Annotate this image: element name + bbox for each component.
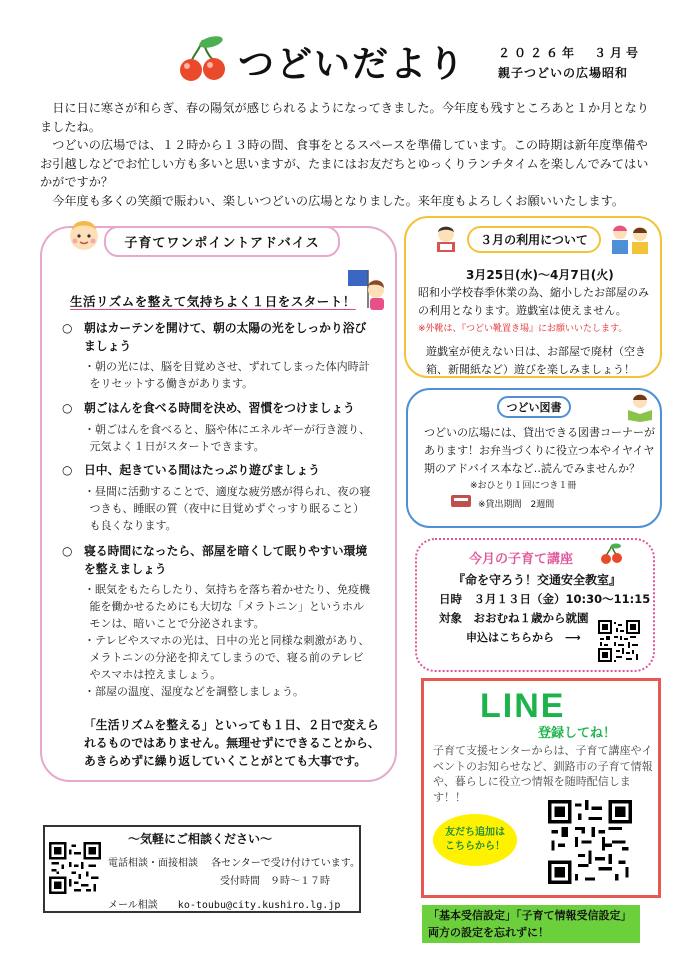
bubble-line: 友だち追加は xyxy=(445,827,505,838)
baby-icon xyxy=(63,214,105,254)
apply-link[interactable]: 申込はこちらから ⟶ xyxy=(466,631,581,644)
advice-header: 子育てワンポイントアドバイス xyxy=(104,226,340,257)
child-with-flag-icon xyxy=(346,268,392,314)
lecture-datetime: 日時 ３月１３日（金）10:30～11:15 xyxy=(439,592,651,606)
bullet-mark: ○ xyxy=(62,463,73,477)
march-play-text: 遊戯室が使えない日は、お部屋で廃材（空き箱、新聞紙など）遊びを楽しみましょう！ xyxy=(426,345,646,376)
march-usage-header: ３月の利用について xyxy=(467,226,601,253)
organization-name: 親子つどいの広場昭和 xyxy=(498,66,629,80)
line-description: 子育て支援センターからは、子育て講座やイベントのお知らせなど、釧路市の子育て情報や、暮らしに役立つ情報を随時配信します！！ xyxy=(433,744,653,804)
advice-heading: 寝る時間になったら、部屋を暗くして眠りやすい環境を整えましょう xyxy=(84,544,368,576)
advice-heading: 朝ごはんを食べる時間を決め、習慣をつけましょう xyxy=(84,401,355,415)
newsletter-title: つどいだより xyxy=(238,44,467,85)
advice-item xyxy=(62,320,372,392)
lecture-qr-code-icon[interactable] xyxy=(598,620,640,662)
library-header: つどい図書 xyxy=(497,396,571,418)
consultation-title: ～気軽にご相談ください～ xyxy=(128,832,273,846)
line-logo: LINE xyxy=(480,687,566,725)
bullet-mark: ○ xyxy=(62,321,73,335)
advice-conclusion: 「生活リズムを整える」といっても１日、２日で変えられるものではありません。無理せずにできることから、あきらめずに繰り返していくことがとても大事です。 xyxy=(84,718,380,768)
settings-line: 両方の設定を忘れずに！ xyxy=(428,926,549,939)
advice-item xyxy=(62,462,372,534)
advice-item xyxy=(62,543,372,700)
advice-heading: 日中、起きている間はたっぷり遊びましょう xyxy=(84,463,320,477)
advice-body: ・部屋の温度、湿度などを調整しましょう。 xyxy=(84,685,304,698)
lending-period-note: ※貸出期間 2週間 xyxy=(478,500,555,510)
children-playing-icon xyxy=(608,222,654,256)
line-register-text: 登録してね！ xyxy=(538,726,617,741)
library-text: つどいの広場には、貸出できる図書コーナーがあります！お弁当づくりに役立つ本やイヤイヤ期のアドバイス本など‥読んでみませんか？ xyxy=(424,426,655,475)
add-friend-bubble[interactable] xyxy=(433,814,517,866)
intro-paragraph: 今年度も多くの笑顔で賑わい、楽しいつどいの広場となりました。来年度もよろしくお願いいたします。 xyxy=(52,193,625,208)
bubble-line: こちらから！ xyxy=(445,841,505,852)
advice-body: ・朝の光には、脳を目覚めさせ、ずれてしまった体内時計をリセットする働きがあります。 xyxy=(84,360,370,390)
advice-body: ・昼間に活動することで、適度な疲労感が得られ、夜の寝つきも、睡眠の質（夜中に目覚めずぐっすり眠ること）も良くなります。 xyxy=(84,484,371,532)
advice-body: ・眠気をもたらしたり、気持ちを落ち着かせたり、免疫機能を働かせるためにも大切な「メラトニン」というホルモンは、暗いことで分泌されます。 xyxy=(84,583,370,630)
bullet-mark: ○ xyxy=(62,401,73,415)
issue-date: ２０２６年 ３月号 xyxy=(498,46,643,60)
cherry-icon xyxy=(600,543,624,565)
consultation-email[interactable]: メール相談 ko-toubu@city.kushiro.lg.jp xyxy=(108,900,341,911)
settings-line: 「基本受信設定」「子育て情報受信設定」 xyxy=(428,909,632,922)
intro-text xyxy=(40,99,652,210)
lecture-name: 『命を守ろう！交通安全教室』 xyxy=(453,573,622,587)
child-reading-icon xyxy=(432,224,460,254)
consultation-hours: 受付時間 ９時～１７時 xyxy=(220,876,330,887)
intro-paragraph: 日に日に寒さが和らぎ、春の陽気が感じられるようになってきました。今年度も残すところあと１か月となりましたね。 xyxy=(40,101,649,134)
line-qr-code-icon[interactable] xyxy=(548,800,632,884)
consultation-qr-code-icon[interactable] xyxy=(49,842,101,894)
march-usage-text: 昭和小学校春季休業の為、縮小したお部屋のみの利用となります。遊戯室は使えません。 xyxy=(418,286,649,317)
shoes-note: ※外靴は、『つどい靴置き場』にお願いいたします。 xyxy=(418,324,628,334)
closure-dates: 3月25日(水)～4月7日(火) xyxy=(466,268,614,282)
advice-subtitle: 生活リズムを整えて気持ちよく１日をスタート！ xyxy=(70,294,356,309)
settings-reminder xyxy=(422,905,640,943)
advice-body: ・テレビやスマホの光は、日中の光と同様な刺激があり、メラトニンの分泌を抑えてしまうので、寝る前のテレビやスマホは控えましょう。 xyxy=(84,634,370,681)
child-reading-book-icon xyxy=(625,392,655,422)
lecture-target: 対象 おおむね１歳から就園 xyxy=(439,611,589,625)
advice-heading: 朝はカーテンを開けて、朝の太陽の光をしっかり浴びましょう xyxy=(84,321,367,353)
advice-body: ・朝ごはんを食べると、脳や体にエネルギーが行き渡り、元気よく１日がスタートできます。 xyxy=(84,422,370,453)
lecture-title: 今月の子育て講座 xyxy=(469,552,574,567)
cherry-icon xyxy=(177,36,229,84)
consultation-method: 電話相談・面接相談 各センターで受け付けています。 xyxy=(108,858,360,869)
book-icon xyxy=(450,494,472,508)
bullet-mark: ○ xyxy=(62,544,73,558)
advice-item xyxy=(62,400,372,455)
lending-limit-note: ※おひとり１回につき１冊 xyxy=(470,481,577,491)
intro-paragraph: つどいの広場では、１２時から１３時の間、食事をとるスペースを準備しています。この時期は新年度準備やお引越しなどでお忙しい方も多いと思いますが、たまにはお友だちとゆっくりランチタイムを楽しんでみてはいかがですか？ xyxy=(40,138,649,189)
